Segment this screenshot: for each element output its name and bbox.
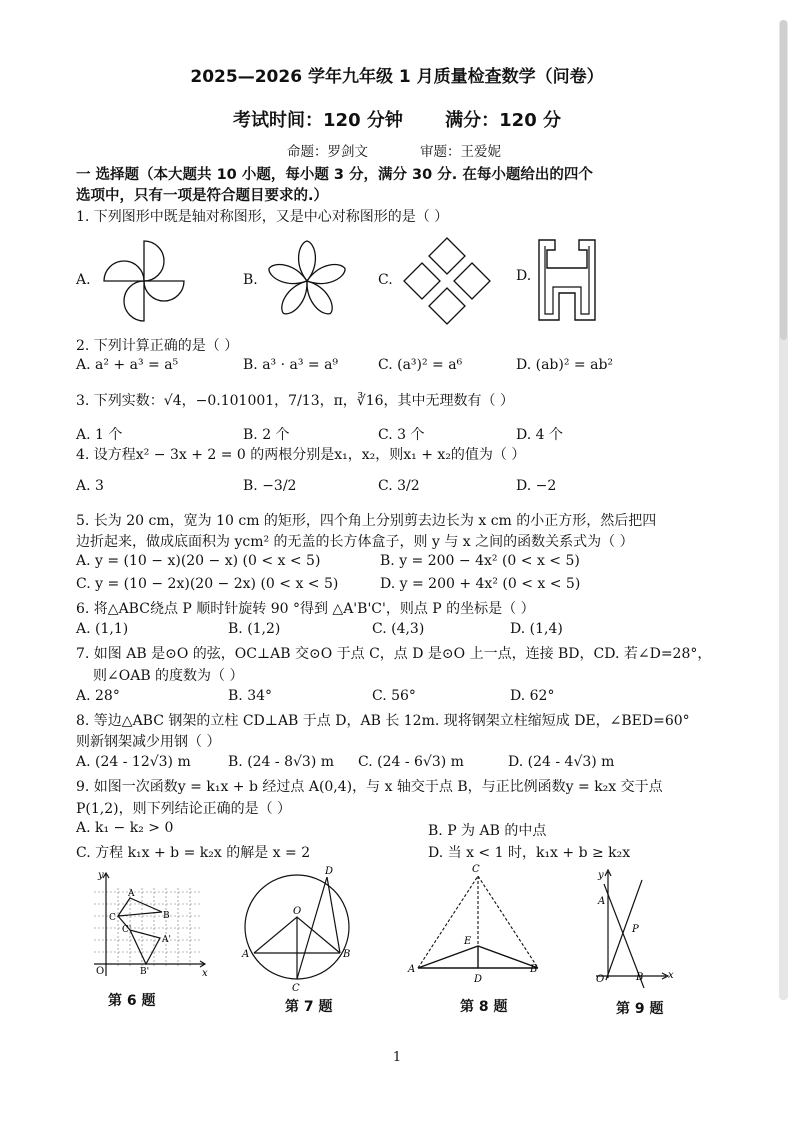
q5-option-b: B. y = 200 − 4x² (0 < x < 5) (380, 553, 580, 569)
fig7-label-c: C (292, 983, 300, 994)
fig6-label-c: C (109, 913, 116, 923)
q2-option-d: D. (ab)² = ab² (516, 357, 614, 373)
q8-option-c: C. (24 - 6√3) m (358, 754, 464, 770)
q3-option-d: D. 4 个 (516, 427, 563, 443)
q9-option-a: A. k₁ − k₂ > 0 (76, 820, 174, 836)
q4-option-d: D. −2 (516, 478, 557, 494)
q9-stem-line1: 9. 如图一次函数y = k₁x + b 经过点 A(0,4)，与 x 轴交于点 B，与正比例函数y = k₂x 交于点 (76, 779, 663, 795)
q3-stem: 3. 下列实数：√4，−0.101001，7/13，π，∛16，其中无理数有（ ） (76, 393, 514, 409)
fig8-label-c: C (472, 864, 480, 875)
castle-figure (537, 238, 597, 322)
figure-8-caption: 第 8 题 (460, 999, 508, 1015)
diamond-cross-figure (402, 236, 492, 326)
q8-option-d: D. (24 - 4√3) m (508, 754, 615, 770)
q7-option-a: A. 28° (76, 688, 120, 704)
q7-option-b: B. 34° (228, 688, 273, 704)
reviewer-line: 审题：王爱妮 (420, 144, 501, 160)
q4-option-a: A. 3 (76, 478, 104, 494)
q9-option-d: D. 当 x < 1 时，k₁x + b ≥ k₂x (428, 845, 631, 861)
fig9-label-x: x (668, 970, 674, 981)
q7-stem-line1: 7. 如图 AB 是⊙O 的弦，OC⊥AB 交⊙O 于点 C，点 D 是⊙O 上一点，连接 BD，CD. 若∠D=28°， (76, 646, 712, 662)
fig6-label-a: A (128, 889, 135, 899)
figure-7-caption: 第 7 题 (285, 999, 333, 1015)
fig6-label-y: y (98, 870, 104, 881)
fig9-label-p: P (632, 924, 639, 935)
pinwheel-figure (94, 238, 194, 324)
q1-option-c-label: C. (378, 272, 393, 288)
q5-option-c: C. y = (10 − 2x)(20 − 2x) (0 < x < 5) (76, 576, 339, 592)
fig9-label-y: y (598, 870, 604, 881)
q4-stem: 4. 设方程x² − 3x + 2 = 0 的两根分别是x₁，x₂，则x₁ + x₂的值为（ ） (76, 447, 526, 463)
fig9-label-a: A (598, 896, 606, 907)
fig6-label-c2: C' (122, 925, 132, 935)
figure-9-caption: 第 9 题 (616, 1001, 664, 1017)
fig9-label-o: O (596, 974, 605, 985)
q3-option-c: C. 3 个 (378, 427, 425, 443)
q4-option-b: B. −3/2 (243, 478, 297, 494)
fig6-label-b: B (163, 911, 170, 921)
fig8-label-b: B (530, 964, 538, 975)
q8-option-a: A. (24 - 12√3) m (76, 754, 191, 770)
q3-option-a: A. 1 个 (76, 427, 123, 443)
q9-stem-line2: P(1,2)，则下列结论正确的是（ ） (76, 801, 292, 817)
fig7-label-d: D (325, 866, 334, 877)
q2-option-a: A. a² + a³ = a⁵ (76, 357, 179, 373)
q8-stem-line2: 则新钢架减少用钢（ ） (76, 734, 221, 750)
q5-stem-line2: 边折起来，做成底面积为 ycm² 的无盖的长方体盒子，则 y 与 x 之间的函数关系式为（ ） (76, 534, 634, 550)
section-heading-line1: 一 选择题（本大题共 10 小题，每小题 3 分，满分 30 分. 在每小题给出的四个 (76, 167, 593, 183)
q3-option-b: B. 2 个 (243, 427, 290, 443)
q1-option-d-label: D. (516, 268, 532, 284)
exam-info (0, 106, 794, 132)
fig6-label-x: x (202, 968, 208, 979)
q2-option-c: C. (a³)² = a⁶ (378, 357, 463, 373)
q2-option-b: B. a³ · a³ = a⁹ (243, 357, 339, 373)
q2-stem: 2. 下列计算正确的是（ ） (76, 338, 239, 354)
q6-stem: 6. 将△ABC绕点 P 顺时针旋转 90 °得到 △A'B'C'，则点 P 的坐标是（ ） (76, 601, 535, 617)
q1-option-a-label: A. (76, 272, 91, 288)
q7-option-c: C. 56° (372, 688, 416, 704)
q1-stem: 1. 下列图形中既是轴对称图形，又是中心对称图形的是（ ） (76, 209, 449, 225)
fig8-label-d: D (474, 974, 483, 985)
author-line: 命题：罗剑文 (287, 144, 368, 160)
fig7-label-a: A (242, 949, 250, 960)
fig8-label-e: E (464, 936, 472, 947)
q5-stem-line1: 5. 长为 20 cm，宽为 10 cm 的矩形，四个角上分别剪去边长为 x cm 的小正方形，然后把四 (76, 513, 657, 529)
q8-stem-line1: 8. 等边△ABC 钢架的立柱 CD⊥AB 于点 D，AB 长 12m. 现将钢架立柱缩短成 DE，∠BED=60° (76, 713, 690, 729)
fig8-label-a: A (408, 964, 416, 975)
fig7-label-b: B (343, 949, 351, 960)
figure-9-graph (590, 866, 680, 992)
exam-title: 2025—2026 学年九年级 1 月质量检查数学（问卷） (190, 67, 604, 87)
fig6-label-b2: B' (140, 967, 150, 977)
q7-stem-line2: 则∠OAB 的度数为（ ） (93, 668, 244, 684)
q1-option-b-label: B. (243, 272, 258, 288)
fig7-label-o: O (293, 906, 302, 917)
q5-option-d: D. y = 200 + 4x² (0 < x < 5) (380, 576, 581, 592)
figure-8-triangle (408, 862, 548, 992)
fig6-label-o: O (96, 966, 105, 977)
exam-score: 满分：120 分 (445, 110, 561, 131)
section-heading-line2: 选项中，只有一项是符合题目要求的.） (76, 188, 329, 204)
scrollbar[interactable] (779, 20, 788, 1000)
q6-option-b: B. (1,2) (228, 621, 281, 637)
fig6-label-a2: A' (162, 935, 171, 945)
page-number: 1 (392, 1050, 402, 1065)
q6-option-c: C. (4,3) (372, 621, 425, 637)
fig9-label-b: B (636, 972, 644, 983)
figure-6-grid (84, 868, 208, 980)
exam-time: 考试时间：120 分钟 (233, 110, 403, 131)
q8-option-b: B. (24 - 8√3) m (228, 754, 335, 770)
flower-figure (262, 236, 352, 326)
q7-option-d: D. 62° (510, 688, 555, 704)
q9-option-b: B. P 为 AB 的中点 (428, 823, 547, 839)
figure-7-circle (232, 862, 362, 992)
figure-6-caption: 第 6 题 (108, 993, 156, 1009)
q4-option-c: C. 3/2 (378, 478, 420, 494)
q6-option-d: D. (1,4) (510, 621, 563, 637)
q5-option-a: A. y = (10 − x)(20 − x) (0 < x < 5) (76, 553, 321, 569)
q9-option-c: C. 方程 k₁x + b = k₂x 的解是 x = 2 (76, 845, 311, 861)
q6-option-a: A. (1,1) (76, 621, 129, 637)
